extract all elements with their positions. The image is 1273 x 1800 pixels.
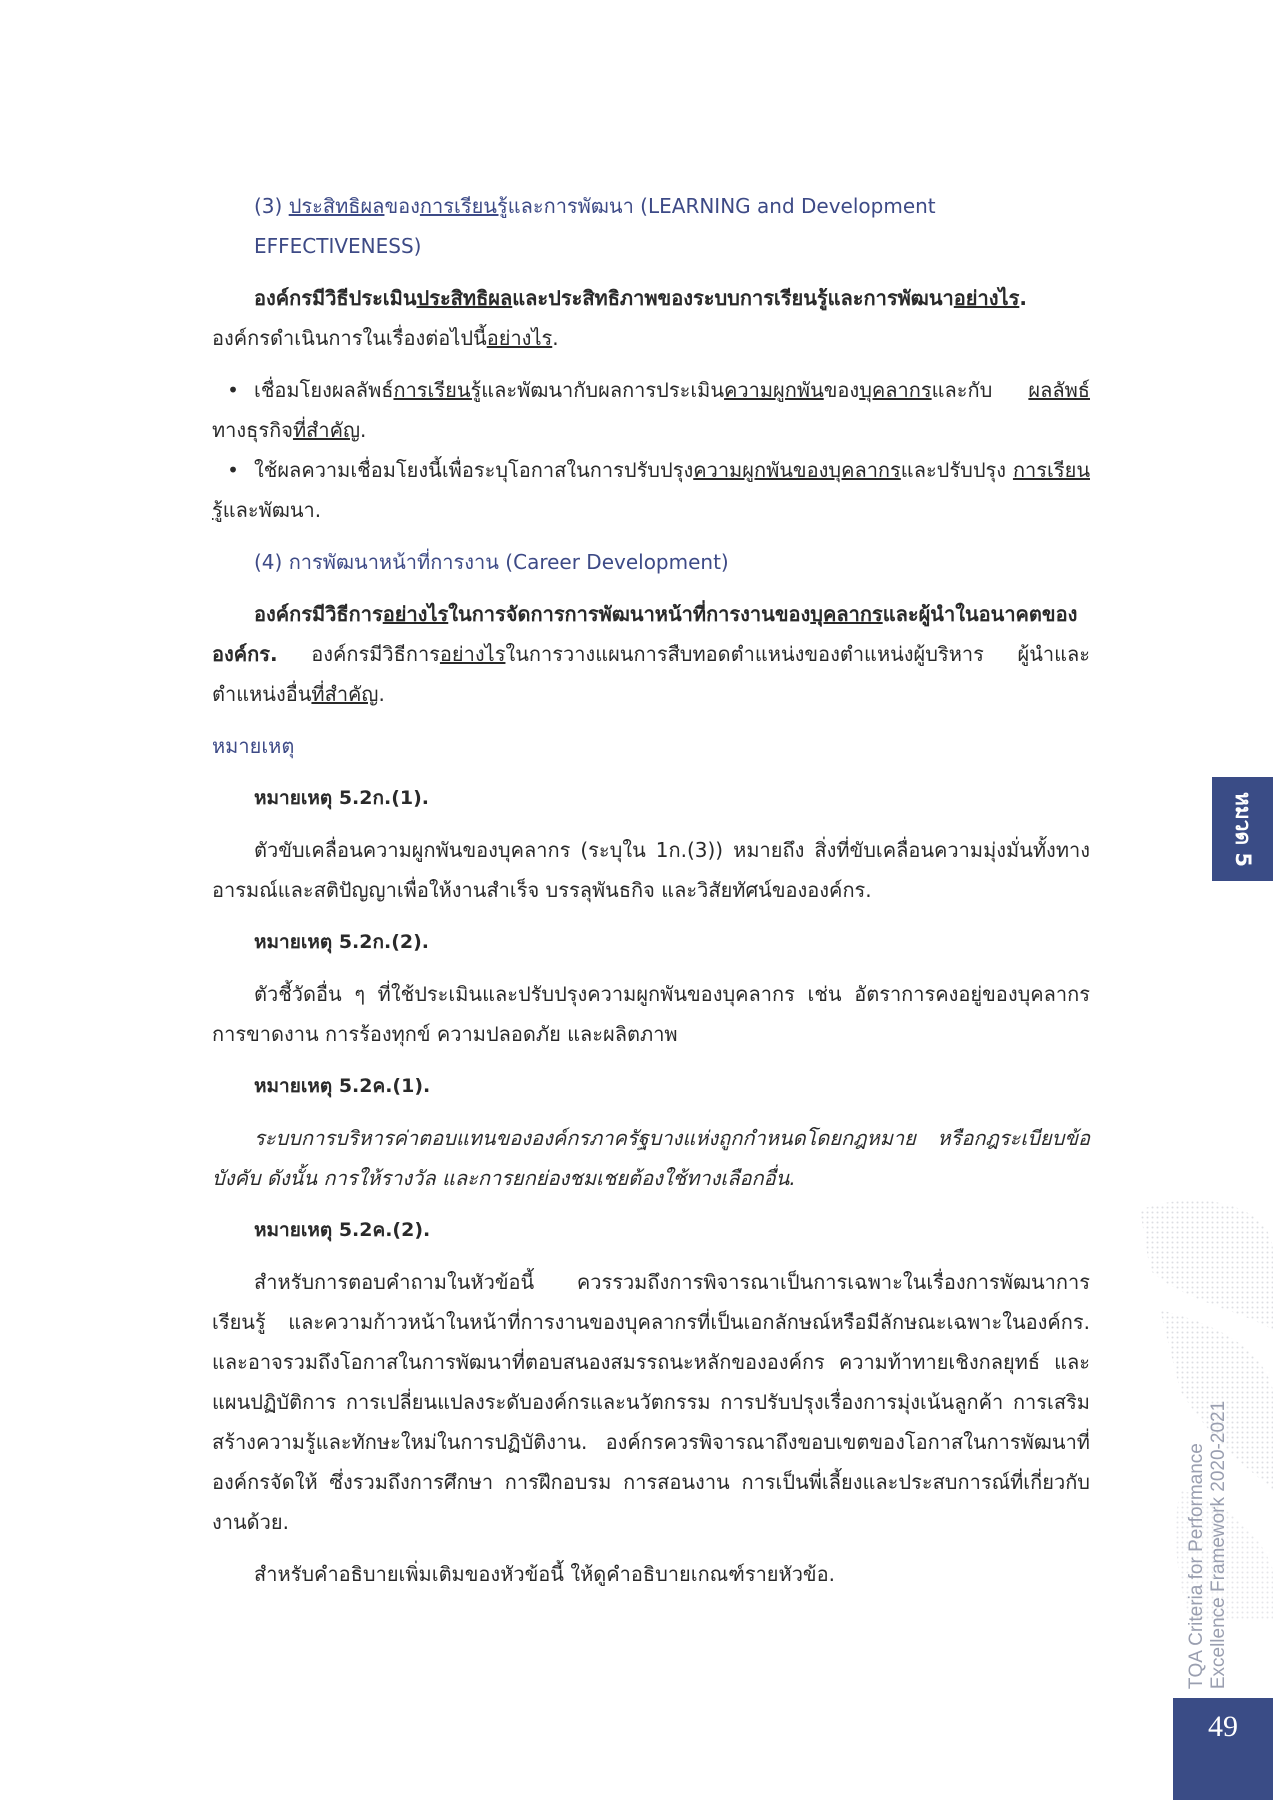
bold-text: ในการจัดการการพัฒนาหน้าที่การงานของ bbox=[448, 602, 811, 626]
glossary-term: การเรียนรู้ bbox=[212, 458, 1090, 522]
note-text: สำหรับคำอธิบายเพิ่มเติมของหัวข้อนี้ ให้ดูคำอธิบายเกณฑ์รายหัวข้อ. bbox=[254, 1562, 835, 1586]
note-title: หมายเหตุ 5.2ค.(1). bbox=[254, 1075, 431, 1097]
glossary-term: ผลลัพธ์ bbox=[1028, 378, 1090, 402]
bullet-item bbox=[212, 370, 1090, 450]
body-text: และปรับปรุง bbox=[900, 458, 1013, 482]
section-3-text: ของ bbox=[384, 194, 420, 218]
note-title: หมายเหตุ 5.2ก.(1). bbox=[254, 787, 430, 809]
note-title: หมายเหตุ 5.2ค.(2). bbox=[254, 1219, 431, 1241]
chapter-tab bbox=[1212, 777, 1273, 881]
note-title: หมายเหตุ 5.2ก.(2). bbox=[254, 931, 430, 953]
glossary-term: ที่สำคัญ bbox=[311, 682, 379, 706]
chapter-tab-label: หมวด 5 bbox=[1231, 791, 1256, 867]
bold-text: และประสิทธิภาพของระบบการเรียนรู้และการพัฒนา bbox=[512, 286, 954, 310]
body-text: ทางธุรกิจ bbox=[212, 418, 293, 442]
body-text: และพัฒนา. bbox=[222, 498, 322, 522]
caption-line: Excellence Framework 2020-2021 bbox=[1208, 1400, 1229, 1690]
note-text: ระบบการบริหารค่าตอบแทนขององค์กรภาครัฐบางแห่งถูกกำหนดโดยกฎหมาย หรือกฎระเบียบข้อบังคับ ดังนั้น การให้รางวัล และการยกย่องชมเชยต้องใช้ทางเลือกอื่น. bbox=[212, 1126, 1090, 1190]
glossary-term: การเรียนรู้ bbox=[393, 378, 482, 402]
section-3-heading bbox=[254, 186, 1090, 266]
glossary-term: ที่สำคัญ bbox=[292, 418, 361, 442]
page-number: 49 bbox=[1208, 1710, 1238, 1743]
bold-text: องค์กรมีวิธีการ bbox=[254, 602, 383, 626]
body-text: ในการวางแผนการสืบทอดตำแหน่งของตำแหน่งผู้บริหาร ผู้นำและตำแหน่งอื่น bbox=[212, 642, 1090, 706]
body-text: ใช้ผลความเชื่อมโยงนี้เพื่อระบุโอกาสในการปรับปรุง bbox=[254, 458, 694, 482]
body-text: และพัฒนากับผลการประเมิน bbox=[481, 378, 725, 402]
bold-term: อย่างไร bbox=[953, 286, 1020, 310]
body-text: องค์กรมีวิธีการ bbox=[277, 642, 440, 666]
body-text: . bbox=[552, 326, 559, 350]
page-number-box bbox=[1173, 1698, 1273, 1800]
bold-text: และผู้นำในอนาคตขององค์กร. bbox=[212, 602, 1078, 666]
body-text: . bbox=[360, 418, 367, 442]
bold-term: อย่างไร bbox=[382, 602, 449, 626]
section-4-heading: (4) การพัฒนาหน้าที่การงาน (Career Development) bbox=[254, 550, 729, 574]
bold-text: องค์กรมีวิธีประเมิน bbox=[254, 286, 417, 310]
glossary-term: บุคลากร bbox=[859, 378, 932, 402]
body-text: และกับ bbox=[931, 378, 1029, 402]
bold-text: . bbox=[1019, 286, 1027, 310]
bullet-icon: • bbox=[227, 458, 239, 482]
bold-term: ประสิทธิผล bbox=[416, 286, 513, 310]
body-text: องค์กรดำเนินการในเรื่องต่อไปนี้ bbox=[212, 326, 487, 350]
bold-term: บุคลากร bbox=[810, 602, 883, 626]
question-paragraph-4 bbox=[212, 594, 1090, 714]
glossary-term: ความผูกพัน bbox=[724, 378, 824, 402]
page-content bbox=[212, 186, 1090, 1594]
glossary-term: ความผูกพันของบุคลากร bbox=[693, 458, 901, 482]
report-caption bbox=[1178, 1400, 1238, 1690]
section-3-term: การเรียนรู้ bbox=[419, 194, 508, 218]
bullet-icon: • bbox=[227, 378, 239, 402]
glossary-term: อย่างไร bbox=[439, 642, 506, 666]
bullet-item bbox=[212, 450, 1090, 530]
question-paragraph-3 bbox=[212, 278, 1090, 358]
note-text: ตัวขับเคลื่อนความผูกพันของบุคลากร (ระบุใน 1ก.(3)) หมายถึง สิ่งที่ขับเคลื่อนความมุ่งมั่นทั้งทางอารมณ์และสติปัญญาเพื่อให้งานสำเร็จ บรรลุพันธกิจ และวิสัยทัศน์ขององค์กร. bbox=[212, 838, 1090, 902]
body-text: . bbox=[378, 682, 385, 706]
glossary-term: อย่างไร bbox=[486, 326, 553, 350]
caption-line: TQA Criteria for Performance bbox=[1186, 1443, 1207, 1690]
section-3-text: และการพัฒนา (LEARNING and Development EFFECTIVENESS) bbox=[254, 194, 936, 258]
body-text: เชื่อมโยงผลลัพธ์ bbox=[254, 378, 394, 402]
section-3-number: (3) bbox=[254, 194, 289, 218]
note-text: สำหรับการตอบคำถามในหัวข้อนี้ ควรรวมถึงการพิจารณาเป็นการเฉพาะในเรื่องการพัฒนาการเรียนรู้ และความก้าวหน้าในหน้าที่การงานของบุคลากรที่เป็นเอกลักษณ์หรือมีลักษณะเฉพาะในองค์กร. และอาจรวมถึงโอกาสในการพัฒนาที่ตอบสนองสมรรถนะหลักขององค์กร ความท้าทายเชิงกลยุทธ์ และแผนปฏิบัติการ การเปลี่ยนแปลงระดับองค์กรและนวัตกรรม การปรับปรุงเรื่องการมุ่งเน้นลูกค้า การเสริมสร้างความรู้และทักษะใหม่ในการปฏิบัติงาน. องค์กรควรพิจารณาถึงขอบเขตของโอกาสในการพัฒนาที่องค์กรจัดให้ ซึ่งรวมถึงการศึกษา การฝึกอบรม การสอนงาน การเป็นพี่เลี้ยงและประสบการณ์ที่เกี่ยวกับงานด้วย. bbox=[212, 1270, 1090, 1534]
notes-heading: หมายเหตุ bbox=[212, 734, 295, 758]
body-text: ของ bbox=[823, 378, 860, 402]
section-3-term: ประสิทธิผล bbox=[288, 194, 385, 218]
note-text: ตัวชี้วัดอื่น ๆ ที่ใช้ประเมินและปรับปรุงความผูกพันของบุคลากร เช่น อัตราการคงอยู่ของบุคลากร การขาดงาน การร้องทุกข์ ความปลอดภัย และผลิตภาพ bbox=[212, 982, 1090, 1046]
